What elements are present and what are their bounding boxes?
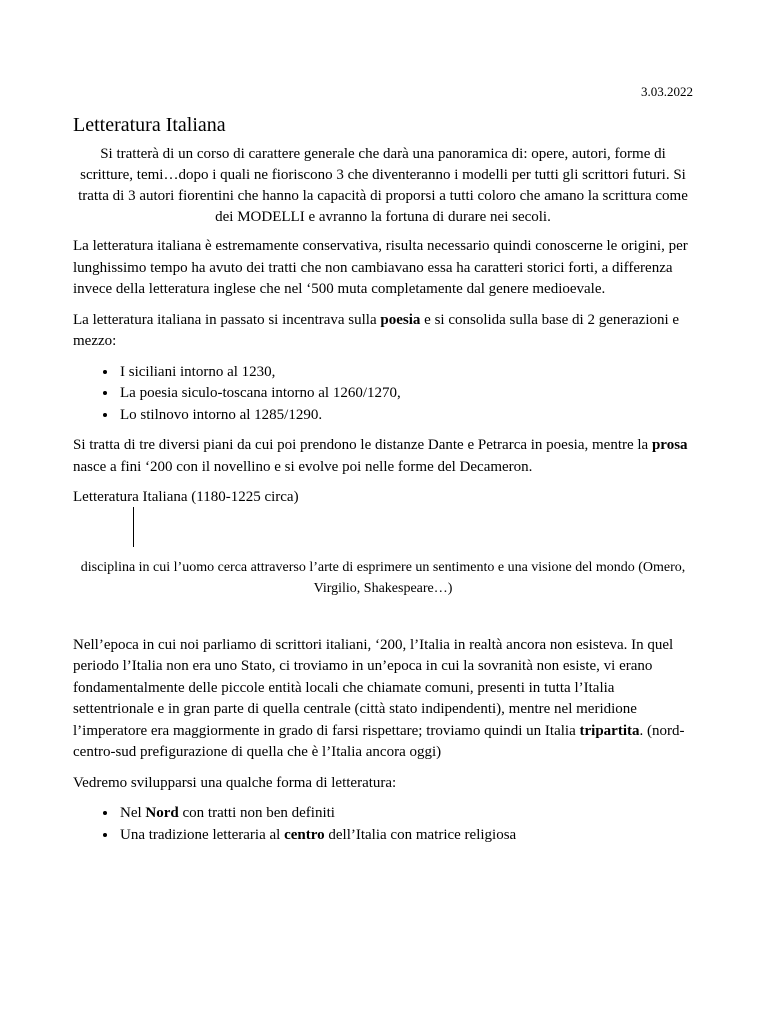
poesia-bold: poesia: [380, 311, 421, 328]
conservative-paragraph: La letteratura italiana è estremamente conservativa, risulta necessario quindi conoscerne le origini, per lunghissimo tempo ha avuto dei tratti che non cambiavano essa ha caratteri storici forti, a differenza invece della letteratura inglese che nel ‘500 muta completamente dal genere medioevale.: [73, 238, 688, 297]
document-title: Letteratura Italiana: [73, 114, 226, 136]
regions-list: [73, 803, 693, 846]
list-item: • Nel Nord con tratti non ben definiti: [118, 803, 693, 825]
section-heading: Letteratura Italiana (1180-1225 circa): [73, 489, 299, 505]
generations-list: [73, 362, 693, 427]
list-item: • I siciliani intorno al 1230,: [118, 362, 693, 384]
list-item: • Una tradizione letteraria al centro dell’Italia con matrice religiosa: [118, 825, 693, 847]
document-date: 3.03.2022: [641, 84, 693, 99]
prosa-bold: prosa: [651, 437, 688, 453]
list-item: • Lo stilnovo intorno al 1285/1290.: [118, 405, 693, 427]
intro-paragraph: Si tratterà di un corso di carattere generale che darà una panoramica di: opere, autori, forme di scritture, temi…dopo i quali ne fioriscono 3 che diventeranno i modelli per tutti gli scrittori futuri. Si tratta di 3 autori fiorentini che hanno la capacità di proporsi a tutti coloro che amano la scrittura come dei MODELLI e avranno la fortuna di durare nei secoli.: [78, 146, 688, 225]
tripartita-bold: tripartita: [579, 722, 640, 739]
development-paragraph: Vedremo svilupparsi una qualche forma di letteratura:: [73, 774, 397, 791]
poetry-paragraph: La letteratura italiana in passato si incentrava sulla poesia e si consolida sulla base di 2 generazioni e mezzo:: [73, 311, 680, 349]
definition-text: disciplina in cui l’uomo cerca attraverso l’arte di esprimere un sentimento e una visione del mondo (Omero, Virgilio, Shakespeare…): [80, 559, 686, 596]
document-page: [73, 84, 693, 855]
history-paragraph: Nell’epoca in cui noi parliamo di scrittori italiani, ‘200, l’Italia in realtà ancora non esisteva. In quel periodo l’Italia non era uno Stato, ci troviamo in un’epoca in cui la sovranità non esiste, vi erano fondamentalmente delle piccole entità locali che chiamate comuni, presenti in tutta l’Italia settentrionale e in gran parte di quella centrale (città stato indipendenti), mentre nel meridione l’imperatore era maggiormente in grado di farsi rispettare; troviamo quindi un Italia tripartita. (nord-centro-sud prefigurazione di quella che è l’Italia ancora oggi): [73, 636, 685, 760]
prose-paragraph: Si tratta di tre diversi piani da cui poi prendono le distanze Dante e Petrarca in poesia, mentre la prosa nasce a fini ‘200 con il novellino e si evolve poi nelle forme del Decameron.: [73, 437, 688, 475]
list-item: • La poesia siculo-toscana intorno al 1260/1270,: [118, 383, 693, 405]
connector-line: [133, 507, 134, 547]
